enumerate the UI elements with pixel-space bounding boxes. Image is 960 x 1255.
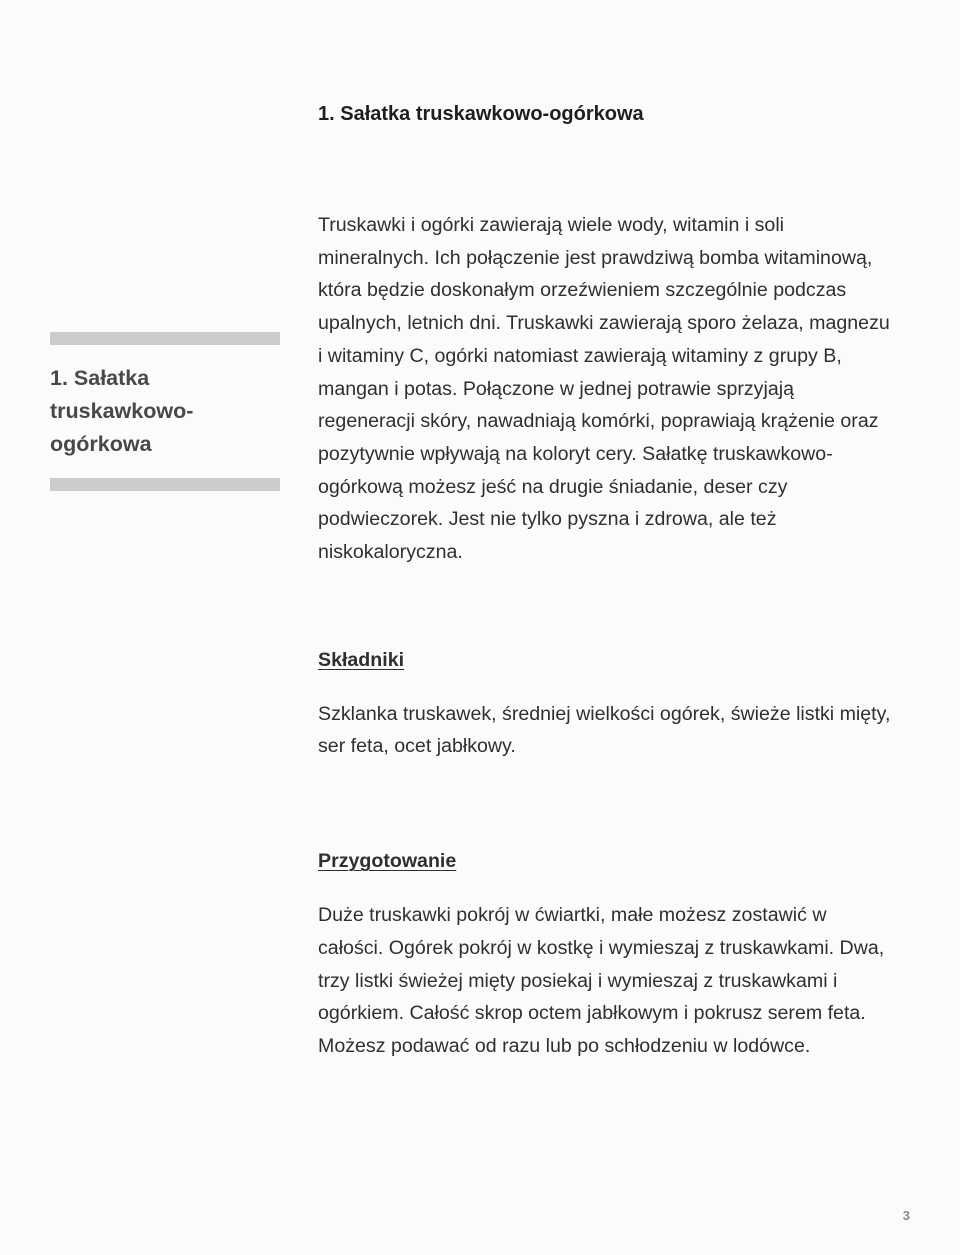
- ingredients-text: Szklanka truskawek, średniej wielkości ogórek, świeże listki mięty, ser feta, ocet jabłkowy.: [318, 702, 891, 758]
- recipe-content: [318, 209, 896, 1063]
- preparation-heading: Przygotowanie: [318, 850, 457, 873]
- sidebar-top-bar: [50, 332, 280, 345]
- page-number: 3: [902, 1208, 910, 1223]
- sidebar: [50, 332, 280, 491]
- page-title: 1. Sałatka truskawkowo-ogórkowa: [318, 103, 644, 125]
- preparation-text: Duże truskawki pokrój w ćwiartki, małe możesz zostawić w całości. Ogórek pokrój w kostkę i wymieszaj z truskawkami. Dwa, trzy listki świeżej mięty posiekaj i wymieszaj z truskawkami i ogórkiem. Całość skrop octem jabłkowym i pokrusz serem feta. Możesz podawać od razu lub po schłodzeniu w lodówce.: [318, 904, 885, 1057]
- sidebar-title: 1. Sałatka truskawkowo-ogórkowa: [50, 366, 194, 456]
- ingredients-heading: Składniki: [318, 648, 405, 671]
- intro-paragraph: Truskawki i ogórki zawierają wiele wody, witamin i soli mineralnych. Ich połączenie jest prawdziwą bomba witaminową, która będzie doskonałym orzeźwieniem szczególnie podczas upalnych, letnich dni. Truskawki zawierają sporo żelaza, magnezu i witaminy C, ogórki natomiast zawierają witaminy z grupy B, mangan i potas. Połączone w jednej potrawie sprzyjają regeneracji skóry, nawadniają komórki, poprawiają krążenie oraz pozytywnie wpływają na koloryt cery. Sałatkę truskawkowo-ogórkową możesz jeść na drugie śniadanie, deser czy podwieczorek. Jest nie tylko pyszna i zdrowa, ale też niskokaloryczna.: [318, 214, 890, 564]
- sidebar-bottom-bar: [50, 478, 280, 491]
